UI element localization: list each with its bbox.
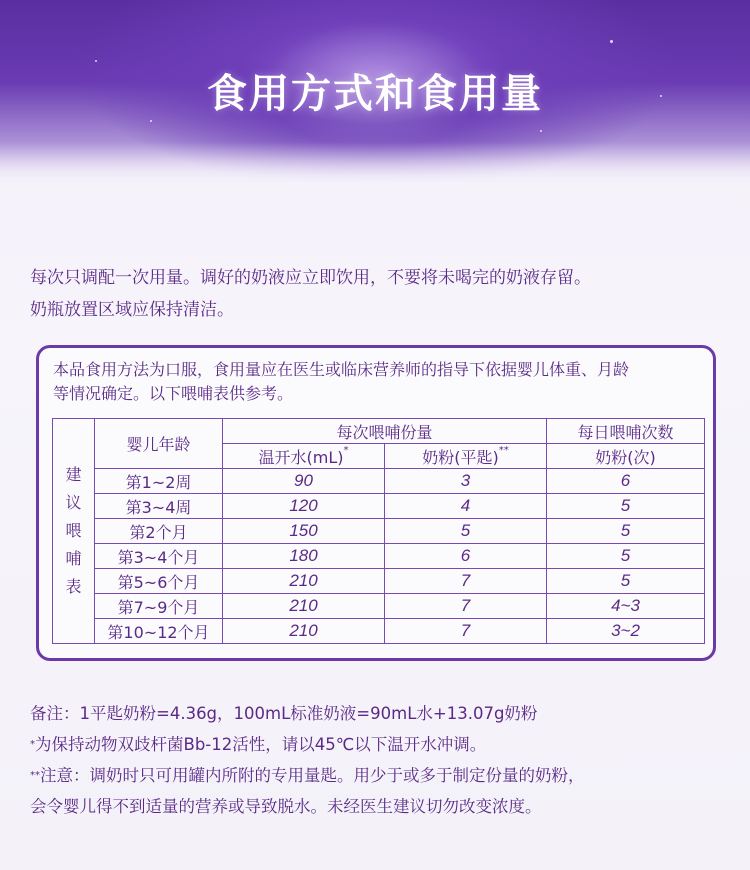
cell-age: 第2个月	[95, 519, 223, 544]
table-row	[53, 469, 705, 494]
cell-water: 180	[223, 544, 385, 569]
sparkle-decoration	[540, 130, 542, 132]
side-label-char: 议	[65, 493, 82, 512]
cell-water: 150	[223, 519, 385, 544]
side-label-char: 表	[65, 577, 82, 596]
footnote-text: 注意：调奶时只可用罐内所附的专用量匙。用少于或多于制定份量的奶粉，	[40, 766, 585, 785]
cell-powder: 7	[385, 619, 547, 644]
cell-age: 第5~6个月	[95, 569, 223, 594]
table-row	[53, 569, 705, 594]
cell-water: 210	[223, 569, 385, 594]
cell-powder: 5	[385, 519, 547, 544]
header-water	[223, 444, 385, 469]
footnote-line: 会令婴儿得不到适量的营养或导致脱水。未经医生建议切勿改变浓度。	[30, 797, 542, 816]
cell-times: 3~2	[547, 619, 705, 644]
cell-times: 5	[547, 494, 705, 519]
footnote-text: 为保持动物双歧杆菌Bb-12活性，请以45℃以下温开水冲调。	[35, 735, 487, 754]
table-header-row	[53, 419, 705, 444]
header-powder	[385, 444, 547, 469]
cell-times: 5	[547, 544, 705, 569]
sparkle-decoration	[150, 120, 152, 122]
guide-note-line: 等情况确定。以下喂哺表供参考。	[53, 384, 294, 403]
cell-age: 第3~4周	[95, 494, 223, 519]
cell-age: 第1~2周	[95, 469, 223, 494]
header-daily: 每日喂哺次数	[547, 419, 705, 444]
header-banner	[0, 0, 750, 182]
cell-times: 4~3	[547, 594, 705, 619]
guide-note-line: 本品食用方法为口服，食用量应在医生或临床营养师的指导下依据婴儿体重、月龄	[53, 360, 630, 379]
header-times: 奶粉(次)	[547, 444, 705, 469]
cell-times: 5	[547, 519, 705, 544]
table-row	[53, 519, 705, 544]
header-per-feeding: 每次喂哺份量	[223, 419, 547, 444]
footnote-mark: **	[498, 444, 509, 456]
table-row	[53, 544, 705, 569]
cell-age: 第3~4个月	[95, 544, 223, 569]
footnote-mark: *	[30, 739, 35, 750]
cell-times: 6	[547, 469, 705, 494]
footnotes	[30, 698, 730, 822]
side-label	[53, 419, 95, 644]
cell-age: 第10~12个月	[95, 619, 223, 644]
cell-age: 第7~9个月	[95, 594, 223, 619]
header-powder-label: 奶粉(平匙)	[422, 447, 499, 467]
cell-powder: 7	[385, 594, 547, 619]
header-age: 婴儿年龄	[95, 419, 223, 469]
table-row	[53, 619, 705, 644]
side-label-char: 建	[65, 465, 82, 484]
footnote-mark: **	[30, 770, 40, 781]
intro-line: 奶瓶放置区域应保持清洁。	[30, 300, 234, 320]
cell-powder: 6	[385, 544, 547, 569]
header-water-label: 温开水(mL)	[258, 447, 344, 467]
cell-powder: 7	[385, 569, 547, 594]
footnote-line	[30, 760, 730, 791]
cell-times: 5	[547, 569, 705, 594]
guide-note	[53, 358, 703, 406]
feeding-table	[52, 418, 705, 644]
remark-line: 备注：1平匙奶粉=4.36g，100mL标准奶液=90mL水+13.07g奶粉	[30, 704, 538, 723]
cell-powder: 4	[385, 494, 547, 519]
cell-water: 90	[223, 469, 385, 494]
intro-line: 每次只调配一次用量。调好的奶液应立即饮用，不要将未喝完的奶液存留。	[30, 268, 591, 288]
cell-water: 210	[223, 619, 385, 644]
table-row	[53, 594, 705, 619]
cell-water: 210	[223, 594, 385, 619]
footnote-mark: *	[343, 444, 349, 456]
feeding-guide-box	[36, 345, 716, 661]
page-title: 食用方式和食用量	[207, 71, 543, 117]
footnote-line	[30, 729, 730, 760]
intro-text	[30, 262, 730, 326]
cell-powder: 3	[385, 469, 547, 494]
side-label-char: 喂	[65, 521, 82, 540]
side-label-char: 哺	[65, 549, 82, 568]
sparkle-decoration	[610, 40, 613, 43]
cell-water: 120	[223, 494, 385, 519]
table-row	[53, 494, 705, 519]
